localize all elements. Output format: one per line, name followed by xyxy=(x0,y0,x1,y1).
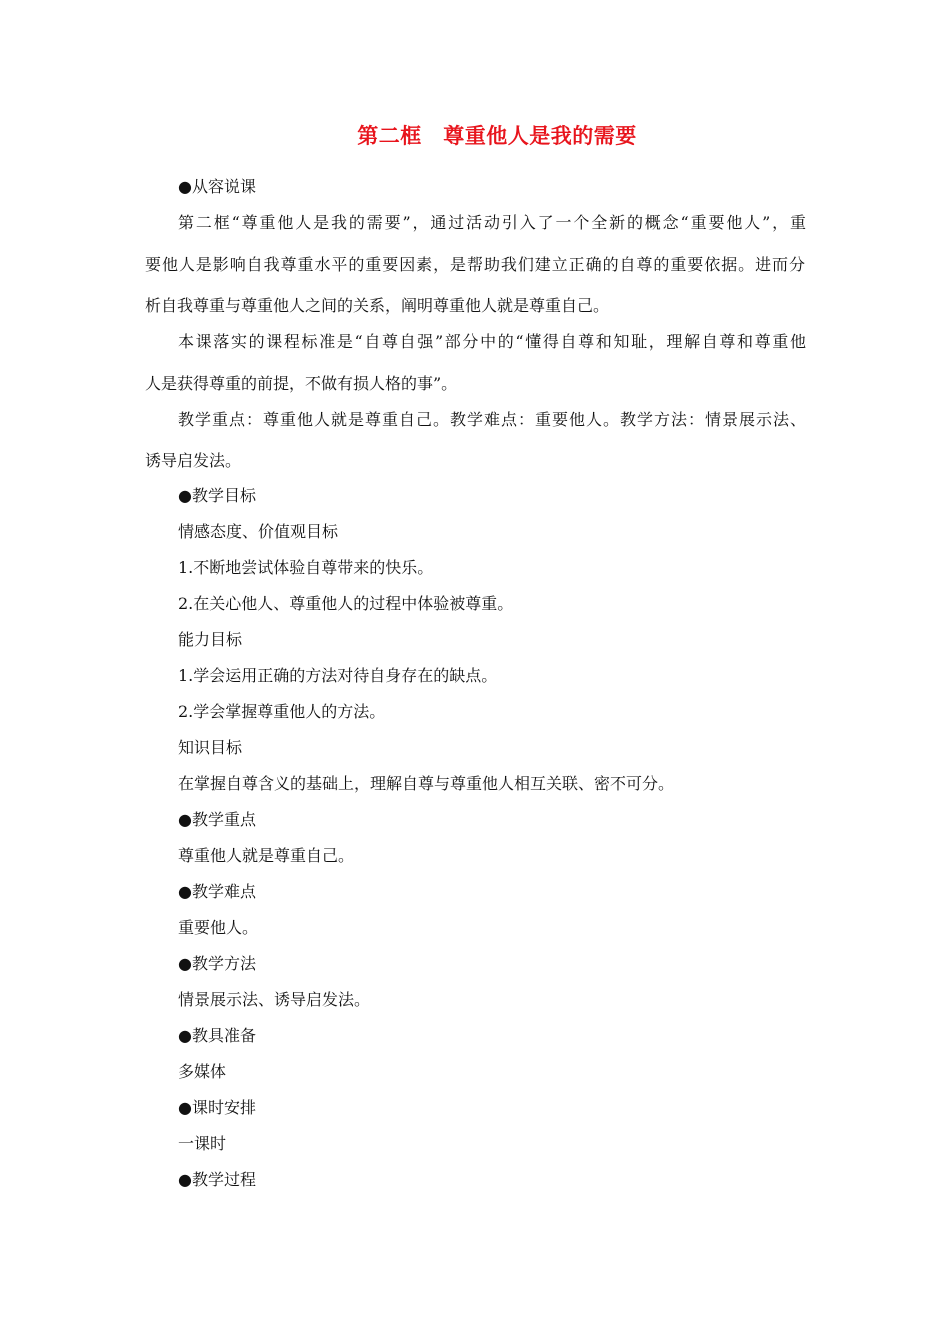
paragraph-line: 诱导启发法。 xyxy=(145,451,242,470)
paragraph-line: 本课落实的课程标准是“自尊自强”部分中的“懂得自尊和知耻，理解自尊和尊重他 xyxy=(178,332,806,351)
paragraph-line: 人是获得尊重的前提，不做有损人格的事”。 xyxy=(145,374,458,393)
section-heading-key-point: ●教学重点 xyxy=(178,810,256,829)
section-heading-materials: ●教具准备 xyxy=(178,1026,256,1045)
paragraph-line: 在掌握自尊含义的基础上，理解自尊与尊重他人相互关联、密不可分。 xyxy=(178,774,675,793)
section-heading-schedule: ●课时安排 xyxy=(178,1098,256,1117)
subheading: 情感态度、价值观目标 xyxy=(178,522,339,541)
paragraph-line: 重要他人。 xyxy=(178,918,259,937)
section-heading-difficulty: ●教学难点 xyxy=(178,882,256,901)
paragraph-line: 教学重点：尊重他人就是尊重自己。教学难点：重要他人。教学方法：情景展示法、 xyxy=(178,410,806,429)
paragraph-line: 情景展示法、诱导启发法。 xyxy=(178,990,371,1009)
list-item: 1.不断地尝试体验自尊带来的快乐。 xyxy=(178,558,434,577)
page-title: 第二框 尊重他人是我的需要 xyxy=(357,124,637,148)
paragraph-line: 一课时 xyxy=(178,1134,227,1153)
list-item: 2.在关心他人、尊重他人的过程中体验被尊重。 xyxy=(178,594,514,613)
subheading: 能力目标 xyxy=(178,630,243,649)
section-heading-goals: ●教学目标 xyxy=(178,486,256,505)
section-heading-lesson-talk: ●从容说课 xyxy=(178,177,256,196)
paragraph-line: 多媒体 xyxy=(178,1062,227,1081)
paragraph-line: 析自我尊重与尊重他人之间的关系，阐明尊重他人就是尊重自己。 xyxy=(145,296,610,315)
paragraph-line: 第二框“尊重他人是我的需要”，通过活动引入了一个全新的概念“重要他人”，重 xyxy=(178,213,806,232)
paragraph-line: 要他人是影响自我尊重水平的重要因素，是帮助我们建立正确的自尊的重要依据。进而分 xyxy=(145,255,805,274)
list-item: 2.学会掌握尊重他人的方法。 xyxy=(178,702,386,721)
section-heading-method: ●教学方法 xyxy=(178,954,256,973)
paragraph-line: 尊重他人就是尊重自己。 xyxy=(178,846,355,865)
section-heading-process: ●教学过程 xyxy=(178,1170,256,1189)
subheading: 知识目标 xyxy=(178,738,243,757)
list-item: 1.学会运用正确的方法对待自身存在的缺点。 xyxy=(178,666,498,685)
